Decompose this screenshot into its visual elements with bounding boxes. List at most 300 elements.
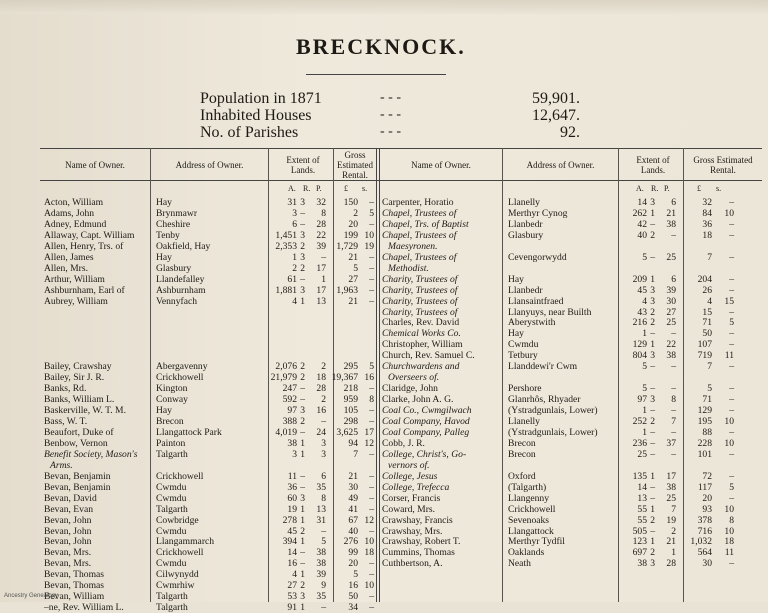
table-row: [0, 504, 768, 515]
roods: –: [650, 437, 655, 449]
rental-shillings: 19: [364, 240, 374, 252]
table-row: [0, 471, 768, 482]
rental-pounds: 105: [343, 405, 358, 417]
perches: 24: [316, 426, 326, 438]
perches: 25: [666, 492, 676, 504]
summary-dashes: - - -: [380, 107, 401, 122]
rental-shillings: –: [729, 339, 734, 351]
header-address-left: Address of Owner.: [175, 160, 244, 170]
acres: 45: [287, 525, 297, 537]
owner-name: Chemical Works Co.: [382, 328, 461, 340]
rental-shillings: –: [369, 448, 374, 460]
owner-name: Coal Co., Cwmgilwach: [382, 405, 472, 417]
acres: 236: [632, 437, 647, 449]
owner-address: Cwmdu: [156, 525, 187, 537]
rental-shillings: –: [369, 470, 374, 482]
acres: 1: [642, 328, 647, 340]
header-rental-left: Gross Estimated Rental.: [337, 150, 373, 180]
rental-pounds: 71: [702, 394, 712, 406]
rental-pounds: 99: [348, 547, 358, 559]
owner-name: Chapel, Trustees of: [382, 207, 457, 219]
owner-name: Clarke, John A. G.: [382, 394, 454, 406]
rental-shillings: –: [369, 569, 374, 581]
acres: 91: [287, 602, 297, 613]
rental-shillings: –: [729, 273, 734, 285]
rental-shillings: 5: [369, 361, 374, 373]
rental-shillings: 5: [729, 317, 734, 329]
roods: 3: [650, 558, 655, 570]
owner-address: Glasbury: [156, 262, 192, 274]
roods: –: [650, 218, 655, 230]
rental-shillings: –: [729, 229, 734, 241]
table-row: [0, 230, 768, 241]
owner-address: Glanrhôs, Rhyader: [508, 394, 581, 406]
acres: 2,076: [275, 361, 297, 373]
perches: 17: [316, 262, 326, 274]
rental-pounds: 93: [702, 503, 712, 515]
owner-address: Llangattock: [508, 525, 554, 537]
rental-shillings: 10: [364, 580, 374, 592]
acres: 1: [642, 426, 647, 438]
owner-address: Cilwynydd: [156, 569, 199, 581]
perches: 35: [316, 481, 326, 493]
rental-shillings: 10: [364, 229, 374, 241]
perches: 21: [666, 536, 676, 548]
perches: –: [671, 426, 676, 438]
rental-shillings: 12: [364, 437, 374, 449]
summary-dashes: - - -: [380, 124, 401, 139]
owner-name: Christopher, William: [382, 339, 463, 351]
perches: 31: [316, 514, 326, 526]
unit-perches: P.: [664, 184, 670, 193]
table-row: [0, 296, 768, 307]
rental-pounds: 1,032: [690, 536, 712, 548]
table-row: [0, 241, 768, 252]
acres: 1,451: [275, 229, 297, 241]
table-row: [0, 438, 768, 449]
rental-shillings: –: [369, 405, 374, 417]
roods: 2: [650, 229, 655, 241]
owner-address: Abergavenny: [156, 361, 208, 373]
perches: 8: [321, 492, 326, 504]
roods: 2: [300, 580, 305, 592]
owner-name: Acton, William: [44, 197, 104, 208]
rental-pounds: 88: [702, 426, 712, 438]
roods: –: [300, 273, 305, 285]
rental-pounds: 1,963: [336, 284, 358, 296]
owner-address: Hay: [156, 197, 172, 208]
rental-shillings: –: [729, 394, 734, 406]
owner-name: Cuthbertson, A.: [382, 558, 443, 570]
perches: 1: [671, 547, 676, 559]
perches: 38: [666, 350, 676, 362]
rental-pounds: 20: [348, 218, 358, 230]
table-row: [0, 285, 768, 296]
rental-pounds: 30: [702, 558, 712, 570]
owner-address: Brecon: [156, 416, 184, 427]
acres: 123: [632, 536, 647, 548]
roods: 3: [650, 350, 655, 362]
rental-pounds: 21: [348, 295, 358, 307]
owner-name: Allaway, Capt. William: [44, 229, 135, 241]
perches: –: [671, 328, 676, 340]
rental-pounds: 298: [343, 416, 358, 427]
rental-pounds: 199: [343, 229, 358, 241]
acres: 97: [637, 394, 647, 406]
rental-pounds: 72: [702, 470, 712, 482]
summary-houses: [200, 107, 580, 125]
rental-pounds: 101: [697, 448, 712, 460]
perches: 13: [316, 295, 326, 307]
roods: –: [300, 470, 305, 482]
perches: 8: [671, 394, 676, 406]
acres: 5: [642, 251, 647, 263]
rental-shillings: –: [369, 492, 374, 504]
owner-address: Cwmdu: [156, 481, 187, 493]
perches: 28: [316, 383, 326, 395]
table-row: [0, 493, 768, 504]
owner-address: Talgarth: [156, 448, 188, 460]
perches: 2: [321, 361, 326, 373]
table-row: [0, 394, 768, 405]
roods: –: [300, 383, 305, 395]
perches: 27: [666, 306, 676, 318]
acres: 11: [287, 470, 297, 482]
owner-name: Baskerville, W. T. M.: [44, 405, 126, 417]
acres: 38: [637, 558, 647, 570]
perches: 38: [666, 218, 676, 230]
roods: 3: [300, 251, 305, 263]
rental-shillings: –: [729, 405, 734, 417]
perches: 21: [666, 207, 676, 219]
roods: –: [300, 426, 305, 438]
owner-name: Bevan, John: [44, 525, 92, 537]
table-row: [0, 558, 768, 569]
owner-name: Charity, Trustees of: [382, 295, 458, 307]
perches: 25: [666, 317, 676, 329]
roods: 3: [650, 284, 655, 296]
owner-address: Llangattock Park: [156, 426, 222, 438]
owner-name: Charles, Rev. David: [382, 317, 460, 329]
roods: 2: [300, 262, 305, 274]
roods: 3: [300, 492, 305, 504]
owner-name: Allen, James: [44, 251, 94, 263]
owner-name: Ashburnham, Earl of: [44, 284, 125, 296]
roods: 3: [300, 197, 305, 208]
acres: 2: [292, 262, 297, 274]
owner-name: Corser, Francis: [382, 492, 441, 504]
perches: 1: [321, 273, 326, 285]
rental-pounds: 49: [348, 492, 358, 504]
owner-name: Beaufort, Duke of: [44, 426, 114, 438]
rental-pounds: 959: [343, 394, 358, 406]
page-title: BRECKNOCK.: [296, 34, 466, 59]
rental-pounds: 204: [697, 273, 712, 285]
acres: 27: [287, 580, 297, 592]
owner-name: Adney, Edmund: [44, 218, 107, 230]
owner-name: Crawshay, Mrs.: [382, 525, 443, 537]
owner-address: Hay: [156, 251, 172, 263]
owner-name: Banks, William L.: [44, 394, 115, 406]
perches: –: [321, 525, 326, 537]
owner-name: Bevan, David: [44, 492, 97, 504]
header-rental-right: Gross Estimated Rental.: [693, 155, 753, 175]
owner-address: Brecon: [508, 448, 536, 460]
owner-name: Bevan, William: [44, 591, 105, 603]
rental-shillings: –: [369, 383, 374, 395]
owner-address: Crickhowell: [156, 547, 204, 559]
acres: 5: [642, 361, 647, 373]
summary-value: 92.: [560, 124, 580, 141]
owner-address: Oakfield, Hay: [156, 240, 211, 252]
rental-pounds: 40: [348, 525, 358, 537]
rental-pounds: 4: [707, 295, 712, 307]
owner-address: Vennyfach: [156, 295, 198, 307]
rental-pounds: 2: [353, 207, 358, 219]
rental-pounds: 27: [348, 273, 358, 285]
table-row: [0, 515, 768, 526]
owner-address: Llanelly: [508, 197, 540, 208]
table-row: [0, 569, 768, 580]
perches: 6: [671, 273, 676, 285]
roods: 1: [300, 437, 305, 449]
owner-name: Banks, Rd.: [44, 383, 87, 395]
table-row: [0, 482, 768, 493]
acres: 2,353: [275, 240, 297, 252]
acres: 55: [637, 514, 647, 526]
roods: 3: [300, 229, 305, 241]
perches: 37: [666, 437, 676, 449]
owner-name: Charity, Trustees of: [382, 284, 458, 296]
owner-address: Cowbridge: [156, 514, 199, 526]
roods: –: [650, 405, 655, 417]
table-row: [0, 383, 768, 394]
owner-address: Pershore: [508, 383, 542, 395]
rental-shillings: –: [369, 295, 374, 307]
acres: 40: [637, 229, 647, 241]
acres: 60: [287, 492, 297, 504]
rental-pounds: 20: [348, 558, 358, 570]
unit-perches: P.: [316, 184, 322, 193]
perches: –: [671, 383, 676, 395]
table-row: [0, 328, 768, 339]
perches: 39: [666, 284, 676, 296]
summary-parishes: [200, 124, 580, 142]
table-row: [0, 263, 768, 274]
roods: 1: [650, 339, 655, 351]
owner-name: Coal Company, Palleg: [382, 426, 470, 438]
owner-address: Painton: [156, 437, 186, 449]
rental-pounds: 5: [353, 569, 358, 581]
owner-name: –ne, Rev. William L.: [44, 602, 124, 613]
owner-name: Carpenter, Horatio: [382, 197, 454, 208]
owner-name: Bevan, Thomas: [44, 569, 105, 581]
roods: 1: [300, 503, 305, 515]
roods: 1: [650, 273, 655, 285]
acres: 252: [632, 416, 647, 427]
acres: 804: [632, 350, 647, 362]
owner-address: Cheshire: [156, 218, 191, 230]
owner-address: Kington: [156, 383, 188, 395]
rental-shillings: –: [729, 306, 734, 318]
rental-shillings: –: [729, 383, 734, 395]
perches: –: [671, 229, 676, 241]
summary-population: [200, 90, 580, 108]
acres: 1: [642, 405, 647, 417]
perches: 17: [316, 284, 326, 296]
acres: 13: [637, 492, 647, 504]
perches: 7: [671, 503, 676, 515]
table-row: [0, 460, 768, 471]
roods: 1: [650, 207, 655, 219]
unit-roods: R.: [303, 184, 311, 193]
rental-shillings: –: [729, 426, 734, 438]
owner-address: Cwmdu: [156, 492, 187, 504]
perches: –: [321, 416, 326, 427]
owner-address: Conway: [156, 394, 188, 406]
perches: 38: [666, 481, 676, 493]
owner-name: Church, Rev. Samuel C.: [382, 350, 475, 362]
unit-acres: A.: [288, 184, 296, 193]
owner-address: (Talgarth): [508, 481, 547, 493]
roods: –: [300, 558, 305, 570]
owner-name: Bevan, John: [44, 514, 92, 526]
roods: 2: [650, 514, 655, 526]
owner-name: Churchwardens and: [382, 361, 460, 373]
acres: 262: [632, 207, 647, 219]
roods: 3: [300, 284, 305, 296]
rental-shillings: –: [729, 448, 734, 460]
roods: 3: [300, 591, 305, 603]
perches: –: [321, 251, 326, 263]
table-row: [0, 602, 768, 613]
perches: 25: [666, 251, 676, 263]
perches: 19: [666, 514, 676, 526]
owner-name: Coal Company, Havod: [382, 416, 470, 427]
perches: 2: [321, 394, 326, 406]
acres: 14: [287, 547, 297, 559]
perches: 16: [316, 405, 326, 417]
rental-shillings: –: [369, 416, 374, 427]
header-address-right: Address of Owner.: [526, 160, 595, 170]
roods: 3: [650, 394, 655, 406]
perches: 3: [321, 448, 326, 460]
perches: 30: [666, 295, 676, 307]
rental-shillings: –: [369, 251, 374, 263]
header-name-left: Name of Owner.: [65, 160, 125, 170]
rental-pounds: 295: [343, 361, 358, 373]
rental-pounds: 32: [702, 197, 712, 208]
rental-shillings: 10: [724, 207, 734, 219]
acres: 3: [292, 448, 297, 460]
perches: 38: [316, 558, 326, 570]
roods: 2: [650, 317, 655, 329]
rental-shillings: 17: [364, 426, 374, 438]
perches: 32: [316, 197, 326, 208]
perches: 39: [316, 569, 326, 581]
owner-address: Glasbury: [508, 229, 544, 241]
owner-name: Bevan, Mrs.: [44, 547, 92, 559]
acres: 697: [632, 547, 647, 559]
roods: –: [300, 218, 305, 230]
rental-shillings: 10: [724, 503, 734, 515]
roods: 1: [300, 602, 305, 613]
rental-shillings: –: [729, 558, 734, 570]
roods: –: [650, 525, 655, 537]
rental-shillings: –: [369, 558, 374, 570]
summary-value: 12,647.: [532, 107, 580, 124]
perches: 3: [321, 437, 326, 449]
acres: 216: [632, 317, 647, 329]
owner-address: Llandefalley: [156, 273, 205, 285]
owner-name: Arthur, William: [44, 273, 105, 285]
rental-pounds: 71: [702, 317, 712, 329]
watermark: Ancestry Genealogy: [4, 593, 59, 599]
owner-address: Neath: [508, 558, 531, 570]
acres: 53: [287, 591, 297, 603]
roods: 2: [300, 361, 305, 373]
rental-pounds: 41: [348, 503, 358, 515]
rental-pounds: 195: [697, 416, 712, 427]
summary-label: No. of Parishes: [200, 124, 299, 141]
table-row: [0, 372, 768, 383]
header-extent-right: Extent of Lands.: [636, 155, 670, 175]
table-row: [0, 526, 768, 537]
table-row: [0, 536, 768, 547]
header-extent-left: Extent of Lands.: [286, 155, 320, 175]
rental-shillings: 5: [729, 481, 734, 493]
owner-address: Llansaintfraed: [508, 295, 564, 307]
rental-shillings: 18: [724, 536, 734, 548]
owner-name: Cummins, Thomas: [382, 547, 455, 559]
owner-name: Bass, W. T.: [44, 416, 88, 427]
table-top-rule: [40, 148, 762, 149]
owner-name: Chapel, Trs. of Baptist: [382, 218, 469, 230]
perches: –: [321, 602, 326, 613]
table-row: [0, 547, 768, 558]
rental-shillings: –: [729, 470, 734, 482]
rental-pounds: 5: [353, 262, 358, 274]
owner-name: Bevan, Evan: [44, 503, 94, 515]
roods: 1: [650, 503, 655, 515]
owner-name: Allen, Mrs.: [44, 262, 88, 274]
perches: 18: [316, 372, 326, 384]
rental-pounds: 716: [697, 525, 712, 537]
owner-address: Merthyr Tydfil: [508, 536, 565, 548]
perches: 8: [321, 207, 326, 219]
acres: 38: [287, 437, 297, 449]
table-row: [0, 361, 768, 372]
acres: 25: [637, 448, 647, 460]
rental-shillings: –: [729, 284, 734, 296]
acres: 4: [292, 295, 297, 307]
rental-shillings: 15: [724, 295, 734, 307]
roods: –: [650, 481, 655, 493]
owner-address: Llanyuys, near Builth: [508, 306, 592, 318]
perches: 22: [666, 339, 676, 351]
summary-dashes: - - -: [380, 90, 401, 105]
table-row: [0, 197, 768, 208]
owner-name: Coward, Mrs.: [382, 503, 436, 515]
table-row: [0, 307, 768, 318]
perches: 17: [666, 470, 676, 482]
table-row: [0, 591, 768, 602]
roods: 1: [650, 470, 655, 482]
owner-address: Ashburnham: [156, 284, 206, 296]
rental-shillings: –: [369, 218, 374, 230]
owner-address: Llanddewi'r Cwm: [508, 361, 578, 373]
rental-shillings: 11: [724, 350, 734, 362]
